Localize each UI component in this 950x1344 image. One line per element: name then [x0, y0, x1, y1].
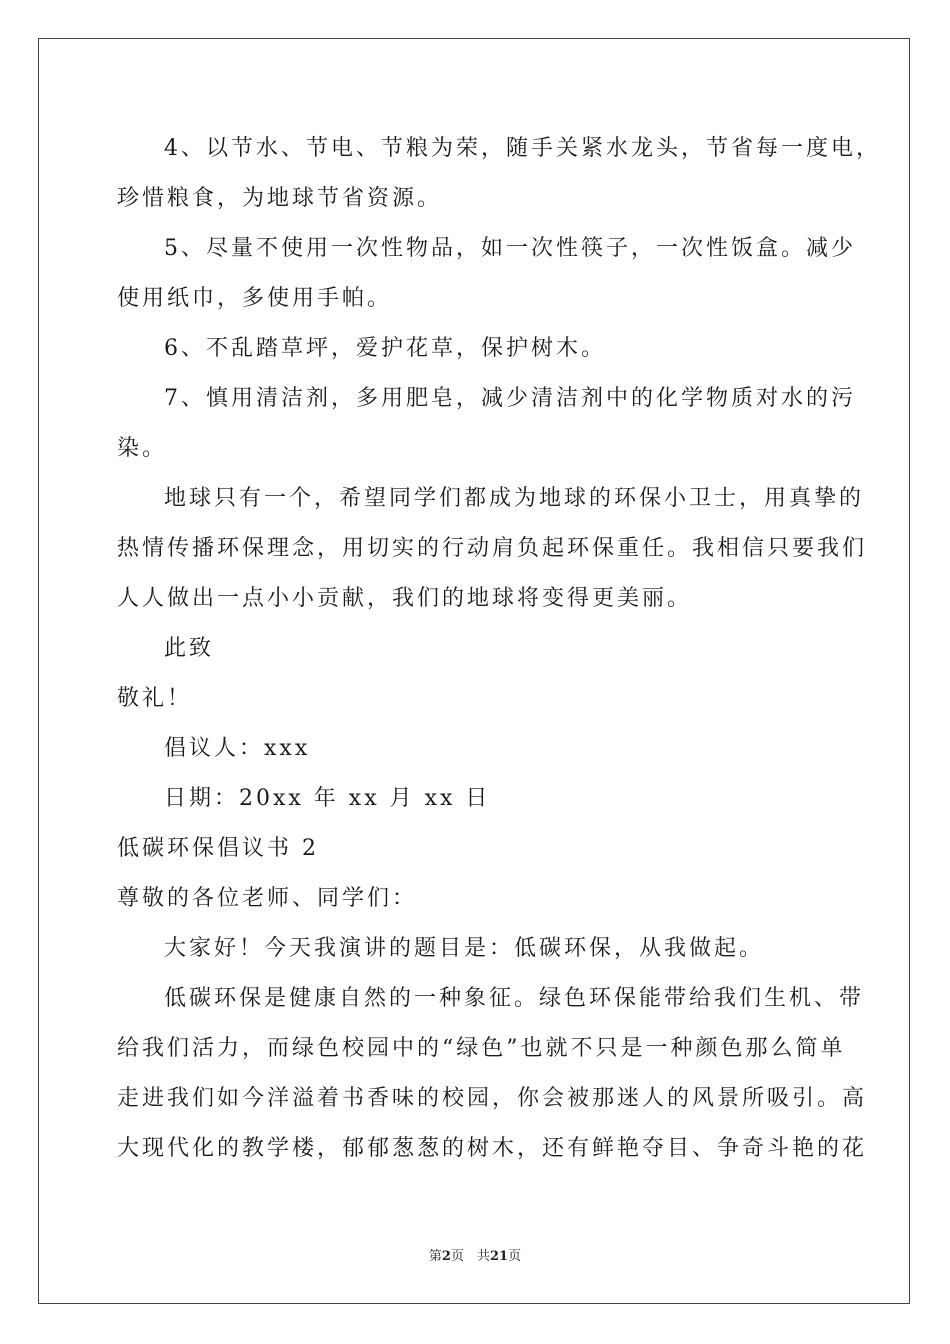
footer-suffix: 页: [508, 1249, 522, 1264]
paragraph-line: 地球只有一个，希望同学们都成为地球的环保小卫士，用真挚的: [164, 486, 865, 511]
paragraph-line: 6、不乱踏草坪，爱护花草，保护树木。: [164, 336, 606, 361]
section-title: 低碳环保倡议书 2: [117, 836, 319, 861]
paragraph-line: 5、尽量不使用一次性物品，如一次性筷子，一次性饭盒。减少: [164, 236, 856, 261]
footer-mid: 页 共: [450, 1249, 490, 1264]
paragraph-line: 走进我们如今洋溢着书香味的校园，你会被那迷人的风景所吸引。高: [117, 1086, 868, 1111]
paragraph-line: 大现代化的教学楼，郁郁葱葱的树木，还有鲜艳夺目、争奇斗艳的花: [117, 1136, 868, 1161]
paragraph-line: 热情传播环保理念，用切实的行动肩负起环保重任。我相信只要我们: [117, 536, 868, 561]
signature-date: 日期：20xx 年 xx 月 xx 日: [164, 786, 491, 811]
footer-total-pages: 21: [489, 1249, 509, 1264]
paragraph-line: 7、慎用清洁剂，多用肥皂，减少清洁剂中的化学物质对水的污: [164, 386, 856, 411]
footer-prefix: 第: [428, 1249, 442, 1264]
page-footer: [0, 1245, 950, 1264]
paragraph-line: 大家好！今天我演讲的题目是：低碳环保，从我做起。: [164, 936, 765, 961]
paragraph-line: 珍惜粮食，为地球节省资源。: [117, 186, 443, 211]
document-body: [117, 124, 881, 1174]
paragraph-line: 低碳环保是健康自然的一种象征。绿色环保能带给我们生机、带: [164, 986, 865, 1011]
paragraph-line: 人人做出一点小小贡献，我们的地球将变得更美丽。: [117, 586, 693, 611]
greeting: 尊敬的各位老师、同学们：: [117, 886, 418, 911]
closing-salutation: 此致: [164, 636, 215, 661]
paragraph-line: 使用纸巾，多使用手帕。: [117, 286, 393, 311]
paragraph-line: 给我们活力，而绿色校园中的“绿色”也就不只是一种颜色那么简单: [117, 1036, 846, 1061]
footer-page-number: 2: [441, 1249, 451, 1264]
paragraph-line: 染。: [117, 436, 168, 461]
closing-regards: 敬礼！: [117, 686, 193, 711]
signature-proposer: 倡议人：xxx: [164, 736, 311, 761]
paragraph-line: 4、以节水、节电、节粮为荣，随手关紧水龙头，节省每一度电，: [164, 136, 881, 161]
